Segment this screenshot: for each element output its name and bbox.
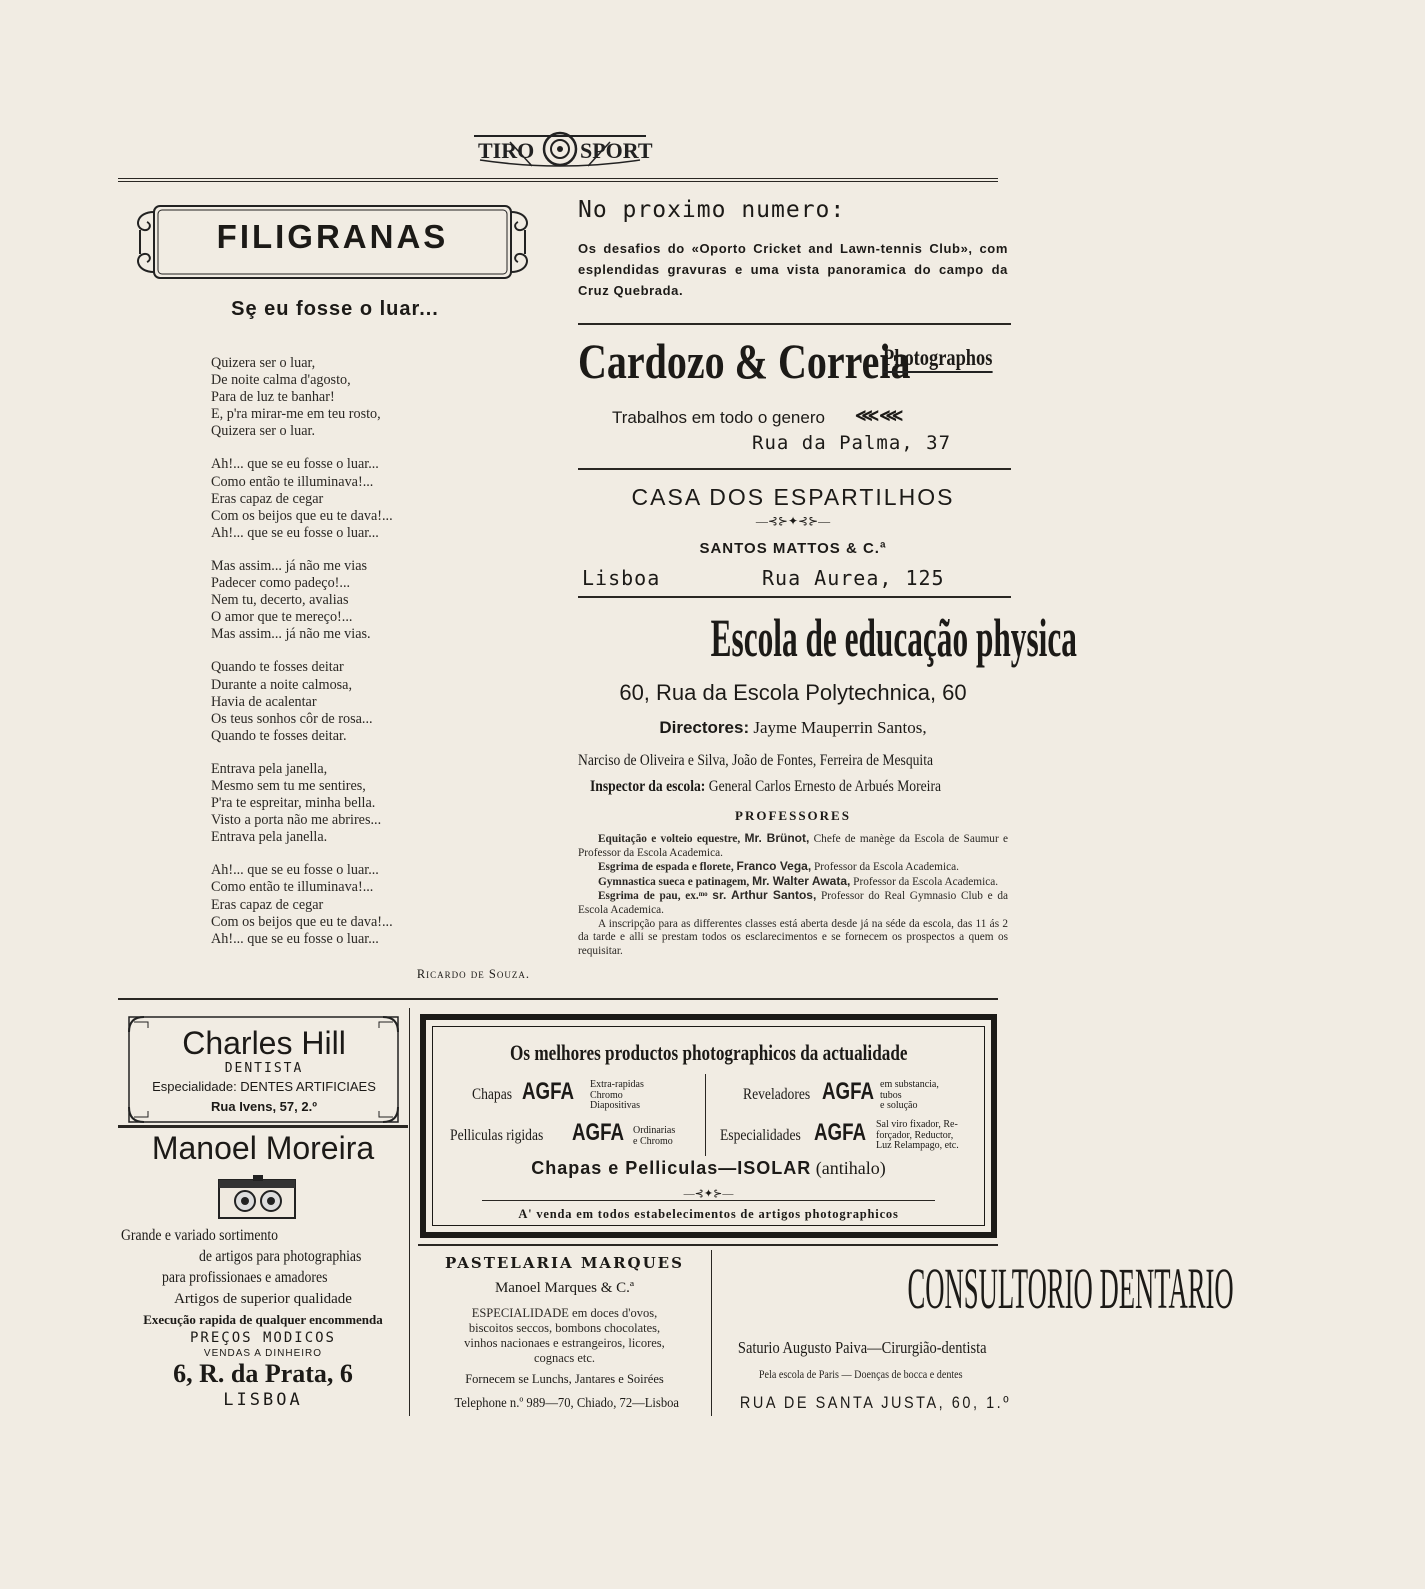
agfa-title-text: Os melhores productos photographicos da actualidade — [509, 1040, 908, 1065]
desc-line: em substancia, — [880, 1079, 939, 1090]
pastelaria-lunch: Fornecem se Lunchs, Jantares e Soirées — [465, 1372, 664, 1386]
poem-line: Durante a noite calmosa, — [211, 676, 353, 693]
poem-line: Havia de acalentar — [211, 693, 317, 710]
consultorio-title — [716, 1256, 1234, 1322]
poem-line: Mas assim... já não me vias — [211, 557, 368, 574]
cardozo-address: Rua da Palma, 37 — [752, 432, 952, 454]
professors-heading: PROFESSORES — [735, 808, 851, 823]
casa-firm: SANTOS MATTOS & C.ª — [699, 540, 887, 557]
poem-line: Quizera ser o luar. — [211, 423, 315, 440]
professor-desc: Chefe de manège da Escola de Saumur e Professor da Escola Academica. — [578, 833, 1009, 859]
next-issue-text: Os desafios do «Oporto Cricket and Lawn-tennis Club», com esplendidas gravuras e uma vista panoramica do campo da Cruz Quebrada. — [578, 241, 1008, 298]
professor-desc: Professor do Real Gymnasio Club e da Escola Academica. — [578, 890, 1009, 916]
masthead-logo — [470, 126, 653, 172]
stanza — [211, 761, 531, 846]
desc-line: vinhos nacionaes e estrangeiros, licores, — [464, 1336, 665, 1350]
pastelaria-telephone — [422, 1396, 712, 1412]
agfa-title — [432, 1040, 985, 1066]
divider — [578, 468, 1011, 470]
agfa-chapas — [472, 1086, 519, 1104]
desc-line: Chromo — [590, 1089, 623, 1101]
poem-line: Quando te fosses deitar — [211, 659, 344, 676]
poem-line: Para de luz te banhar! — [211, 389, 335, 406]
directors-label: Directores: — [659, 718, 750, 737]
agfa-brand-text: AGFA — [822, 1078, 875, 1105]
moreira-name: Manoel Moreira — [151, 1130, 375, 1166]
camera-icon — [217, 1174, 297, 1222]
agfa-pelliculas-desc — [633, 1126, 675, 1147]
consultorio-address — [716, 1393, 1012, 1413]
moreira-line-text: de artigos para photographias — [199, 1248, 362, 1265]
directors-rest-text: Narciso de Oliveira e Silva, João de Fontes, Ferreira de Mesquita — [578, 752, 934, 769]
consultorio-sub — [716, 1369, 1006, 1381]
consultorio-address-text: RUA DE SANTA JUSTA, 60, 1.º — [739, 1393, 1012, 1412]
column-rule — [409, 1008, 410, 1416]
discipline: Esgrima de pau, ex.ᵐᵒ — [598, 890, 708, 903]
moreira-quality: Artigos de superior qualidade — [174, 1291, 352, 1307]
escola-body — [578, 832, 1008, 958]
professor-name: sr. Arthur Santos, — [712, 888, 817, 903]
stanza — [211, 862, 531, 947]
moreira-line — [199, 1248, 388, 1266]
poem-line: Com os beijos que eu te dava!... — [211, 507, 393, 524]
moreira-line — [121, 1227, 304, 1245]
discipline: Equitação e volteio equestre, — [598, 833, 741, 845]
moreira-line-text: Grande e variado sortimento — [121, 1227, 279, 1244]
stanza — [211, 355, 531, 440]
discipline: Gymnastica sueca e patinagem, — [598, 875, 750, 888]
poem-line: P'ra te espreitar, minha bella. — [211, 795, 376, 812]
pastelaria-owner: Manoel Marques & C.ª — [494, 1280, 635, 1296]
desc-line: biscoitos seccos, bombons chocolates, — [468, 1321, 661, 1335]
telephone-text: Telephone n.º 989—70, Chiado, 72—Lisboa — [454, 1396, 680, 1411]
casa-title: CASA DOS ESPARTILHOS — [631, 484, 955, 510]
professor-desc: Professor da Escola Academica. — [853, 875, 999, 888]
poem-line: Eras capaz de cegar — [211, 896, 324, 913]
desc-line: Ordinarias — [633, 1125, 676, 1136]
agfa-especialidades — [720, 1127, 815, 1145]
escola-title — [578, 606, 1077, 670]
moreira-cash: VENDAS A DINHEIRO — [203, 1348, 323, 1359]
professor-name: Franco Vega, — [736, 859, 812, 874]
poem-line: Visto a porta não me abrires... — [211, 812, 382, 829]
desc-line: Luz Relampago, etc. — [876, 1140, 959, 1151]
agfa-reveladores — [743, 1086, 822, 1104]
cardozo-name: Cardozo & Correia — [578, 333, 911, 389]
desc-line: cognacs etc. — [533, 1351, 596, 1365]
moreira-line-text: para profissionaes e amadores — [162, 1269, 328, 1286]
stanza — [211, 659, 531, 744]
stanza — [211, 456, 531, 541]
section-rule — [118, 998, 998, 1000]
poem-line: Mesmo sem tu me sentires, — [211, 777, 366, 794]
poem-line: Quizera ser o luar, — [211, 355, 316, 371]
escola-title-text: Escola de educação physica — [710, 608, 1077, 668]
arrows-ornament: ⋘⋘ — [855, 406, 904, 425]
professor-entry — [578, 875, 1008, 890]
poem-line: Ah!... que se eu fosse o luar... — [211, 524, 379, 541]
pastelaria-title: PASTELARIA MARQUES — [445, 1254, 684, 1272]
moreira-prices: PREÇOS MODICOS — [189, 1330, 336, 1346]
poem-line: Ah!... que se eu fosse o luar... — [211, 862, 379, 879]
poem-line: E, p'ra mirar-me em teu rosto, — [211, 406, 381, 423]
professor-desc: Professor da Escola Academica. — [814, 861, 959, 874]
agfa-brand — [522, 1078, 589, 1106]
consultorio-name — [716, 1338, 1006, 1358]
professor-entry — [578, 832, 1008, 860]
hill-specialty: Especialidade: DENTES ARTIFICIAES — [152, 1079, 376, 1094]
poem-line: Entrava pela janella. — [211, 829, 328, 846]
poem-line: De noite calma d'agosto, — [211, 372, 351, 389]
inscription-note: A inscripção para as differentes classes está aberta desde já na séde da escola, das 11 ás 2 da tarde e alli se prestam todos os esclarecimentos e se fornecem os prospectos a quem os requisitar. — [578, 917, 1008, 957]
moreira-line — [162, 1269, 354, 1287]
hill-address: Rua Ivens, 57, 2.º — [211, 1099, 317, 1114]
inspector-label: Inspector da escola: — [590, 778, 706, 795]
discipline: Esgrima de espada e florete, — [598, 861, 734, 874]
cardozo-work: Trabalhos em todo o genero — [612, 408, 825, 427]
column-rule — [711, 1250, 712, 1416]
poem-line: Entrava pela janella, — [211, 760, 328, 777]
desc-line: ESPECIALIDADE em doces d'ovos, — [471, 1306, 658, 1320]
poem-line: O amor que te mereço!... — [211, 609, 353, 626]
desc-line: Diapositivas — [590, 1100, 640, 1111]
poem-title: Sȩ eu fosse o luar... — [231, 298, 439, 320]
hill-name: Charles Hill — [182, 1025, 346, 1061]
desc-line: forçador, Reductor, — [876, 1129, 954, 1141]
poem-line: Eras capaz de cegar — [211, 490, 324, 507]
divider — [418, 1244, 998, 1246]
agfa-brand — [814, 1119, 881, 1147]
agfa-reveladores-desc — [880, 1080, 939, 1112]
poem-line: Padecer como padeço!... — [211, 575, 351, 592]
divider — [578, 323, 1011, 325]
poem — [211, 355, 531, 964]
isolar-paren: (antihalo) — [815, 1158, 886, 1178]
poem-line: Os teus sonhos côr de rosa... — [211, 710, 373, 727]
agfa-ornament: —⊰✦⊱— — [683, 1188, 734, 1200]
moreira-orders: Execução rapida de qualquer encommenda — [143, 1312, 383, 1327]
casa-street: Rua Aurea, 125 — [762, 566, 945, 590]
agfa-reveladores-text: Reveladores — [743, 1086, 811, 1103]
professor-entry — [578, 889, 1008, 917]
hill-role: DENTISTA — [224, 1061, 304, 1076]
agfa-rule — [482, 1200, 935, 1201]
pastelaria-desc — [422, 1306, 707, 1366]
inspector-name: General Carlos Ernesto de Arbués Moreira — [708, 778, 942, 795]
poem-line: Como então te illuminava!... — [211, 879, 374, 896]
svg-text:TIRO: TIRO — [478, 138, 535, 163]
desc-line: Sal viro fixador, Re- — [876, 1119, 958, 1130]
agfa-divider — [705, 1074, 706, 1156]
poem-line: Com os beijos que eu te dava!... — [211, 913, 393, 930]
escola-address: 60, Rua da Escola Polytechnica, 60 — [619, 680, 967, 705]
professor-name: Mr. Brünot, — [744, 831, 810, 845]
agfa-pelliculas-text: Pelliculas rigidas — [450, 1127, 544, 1144]
agfa-venda: A' venda em todos estabelecimentos de artigos photographicos — [518, 1207, 899, 1221]
poem-line: Como então te illuminava!... — [211, 473, 374, 490]
divider — [118, 1125, 408, 1128]
moreira-city: LISBOA — [223, 1390, 303, 1410]
stanza — [211, 558, 531, 643]
escola-directors-rest — [578, 752, 1018, 770]
agfa-brand — [572, 1119, 639, 1147]
agfa-brand-text: AGFA — [572, 1119, 625, 1146]
cardozo-tag: Photographos — [883, 345, 992, 373]
casa-city: Lisboa — [582, 566, 661, 590]
consultorio-title-text: CONSULTORIO DENTARIO — [907, 1256, 1234, 1321]
poem-line: Quando te fosses deitar. — [211, 727, 347, 744]
poem-author: Ricardo de Souza. — [416, 967, 530, 981]
consultorio-name-text: Saturio Augusto Paiva—Cirurgião-dentista — [737, 1338, 987, 1357]
agfa-brand-text: AGFA — [814, 1119, 867, 1146]
desc-line: e Chromo — [633, 1135, 673, 1147]
agfa-especialidades-desc — [876, 1120, 959, 1152]
professor-name: Mr. Walter Awata, — [752, 873, 851, 888]
agfa-especialidades-text: Especialidades — [720, 1127, 801, 1144]
filigranas-title: FILIGRANAS — [216, 218, 449, 255]
moreira-address: 6, R. da Prata, 6 — [173, 1359, 353, 1388]
agfa-chapas-desc — [590, 1080, 644, 1112]
escola-inspector — [590, 778, 1030, 796]
isolar-text: Chapas e Pelliculas—ISOLAR — [531, 1158, 812, 1178]
poem-line: Ah!... que se eu fosse o luar... — [211, 456, 379, 473]
next-issue-title: No proximo numero: — [578, 197, 846, 223]
poem-line: Mas assim... já não me vias. — [211, 626, 371, 643]
agfa-brand-text: AGFA — [522, 1078, 575, 1105]
top-rule — [118, 178, 998, 179]
divider — [578, 596, 1011, 598]
top-rule-2 — [118, 181, 998, 182]
agfa-isolar — [432, 1158, 985, 1179]
poem-line: Ah!... que se eu fosse o luar... — [211, 930, 379, 947]
svg-text:SPORT: SPORT — [580, 138, 653, 163]
professor-entry — [578, 860, 1008, 875]
desc-line: Extra-rapidas — [590, 1079, 644, 1090]
casa-ornament: —⊰⊱✦⊰⊱— — [755, 514, 831, 528]
poem-line: Nem tu, decerto, avalias — [211, 592, 349, 609]
escola-directors — [578, 718, 1008, 738]
agfa-brand — [822, 1078, 889, 1106]
directors-first: Jayme Mauperrin Santos, — [753, 718, 927, 737]
desc-line: tubos — [880, 1089, 902, 1101]
consultorio-sub-text: Pela escola de Paris — Doenças de bocca e dentes — [759, 1369, 963, 1381]
agfa-chapas-text: Chapas — [472, 1086, 513, 1103]
desc-line: e solução — [880, 1100, 918, 1111]
agfa-pelliculas — [450, 1127, 560, 1145]
